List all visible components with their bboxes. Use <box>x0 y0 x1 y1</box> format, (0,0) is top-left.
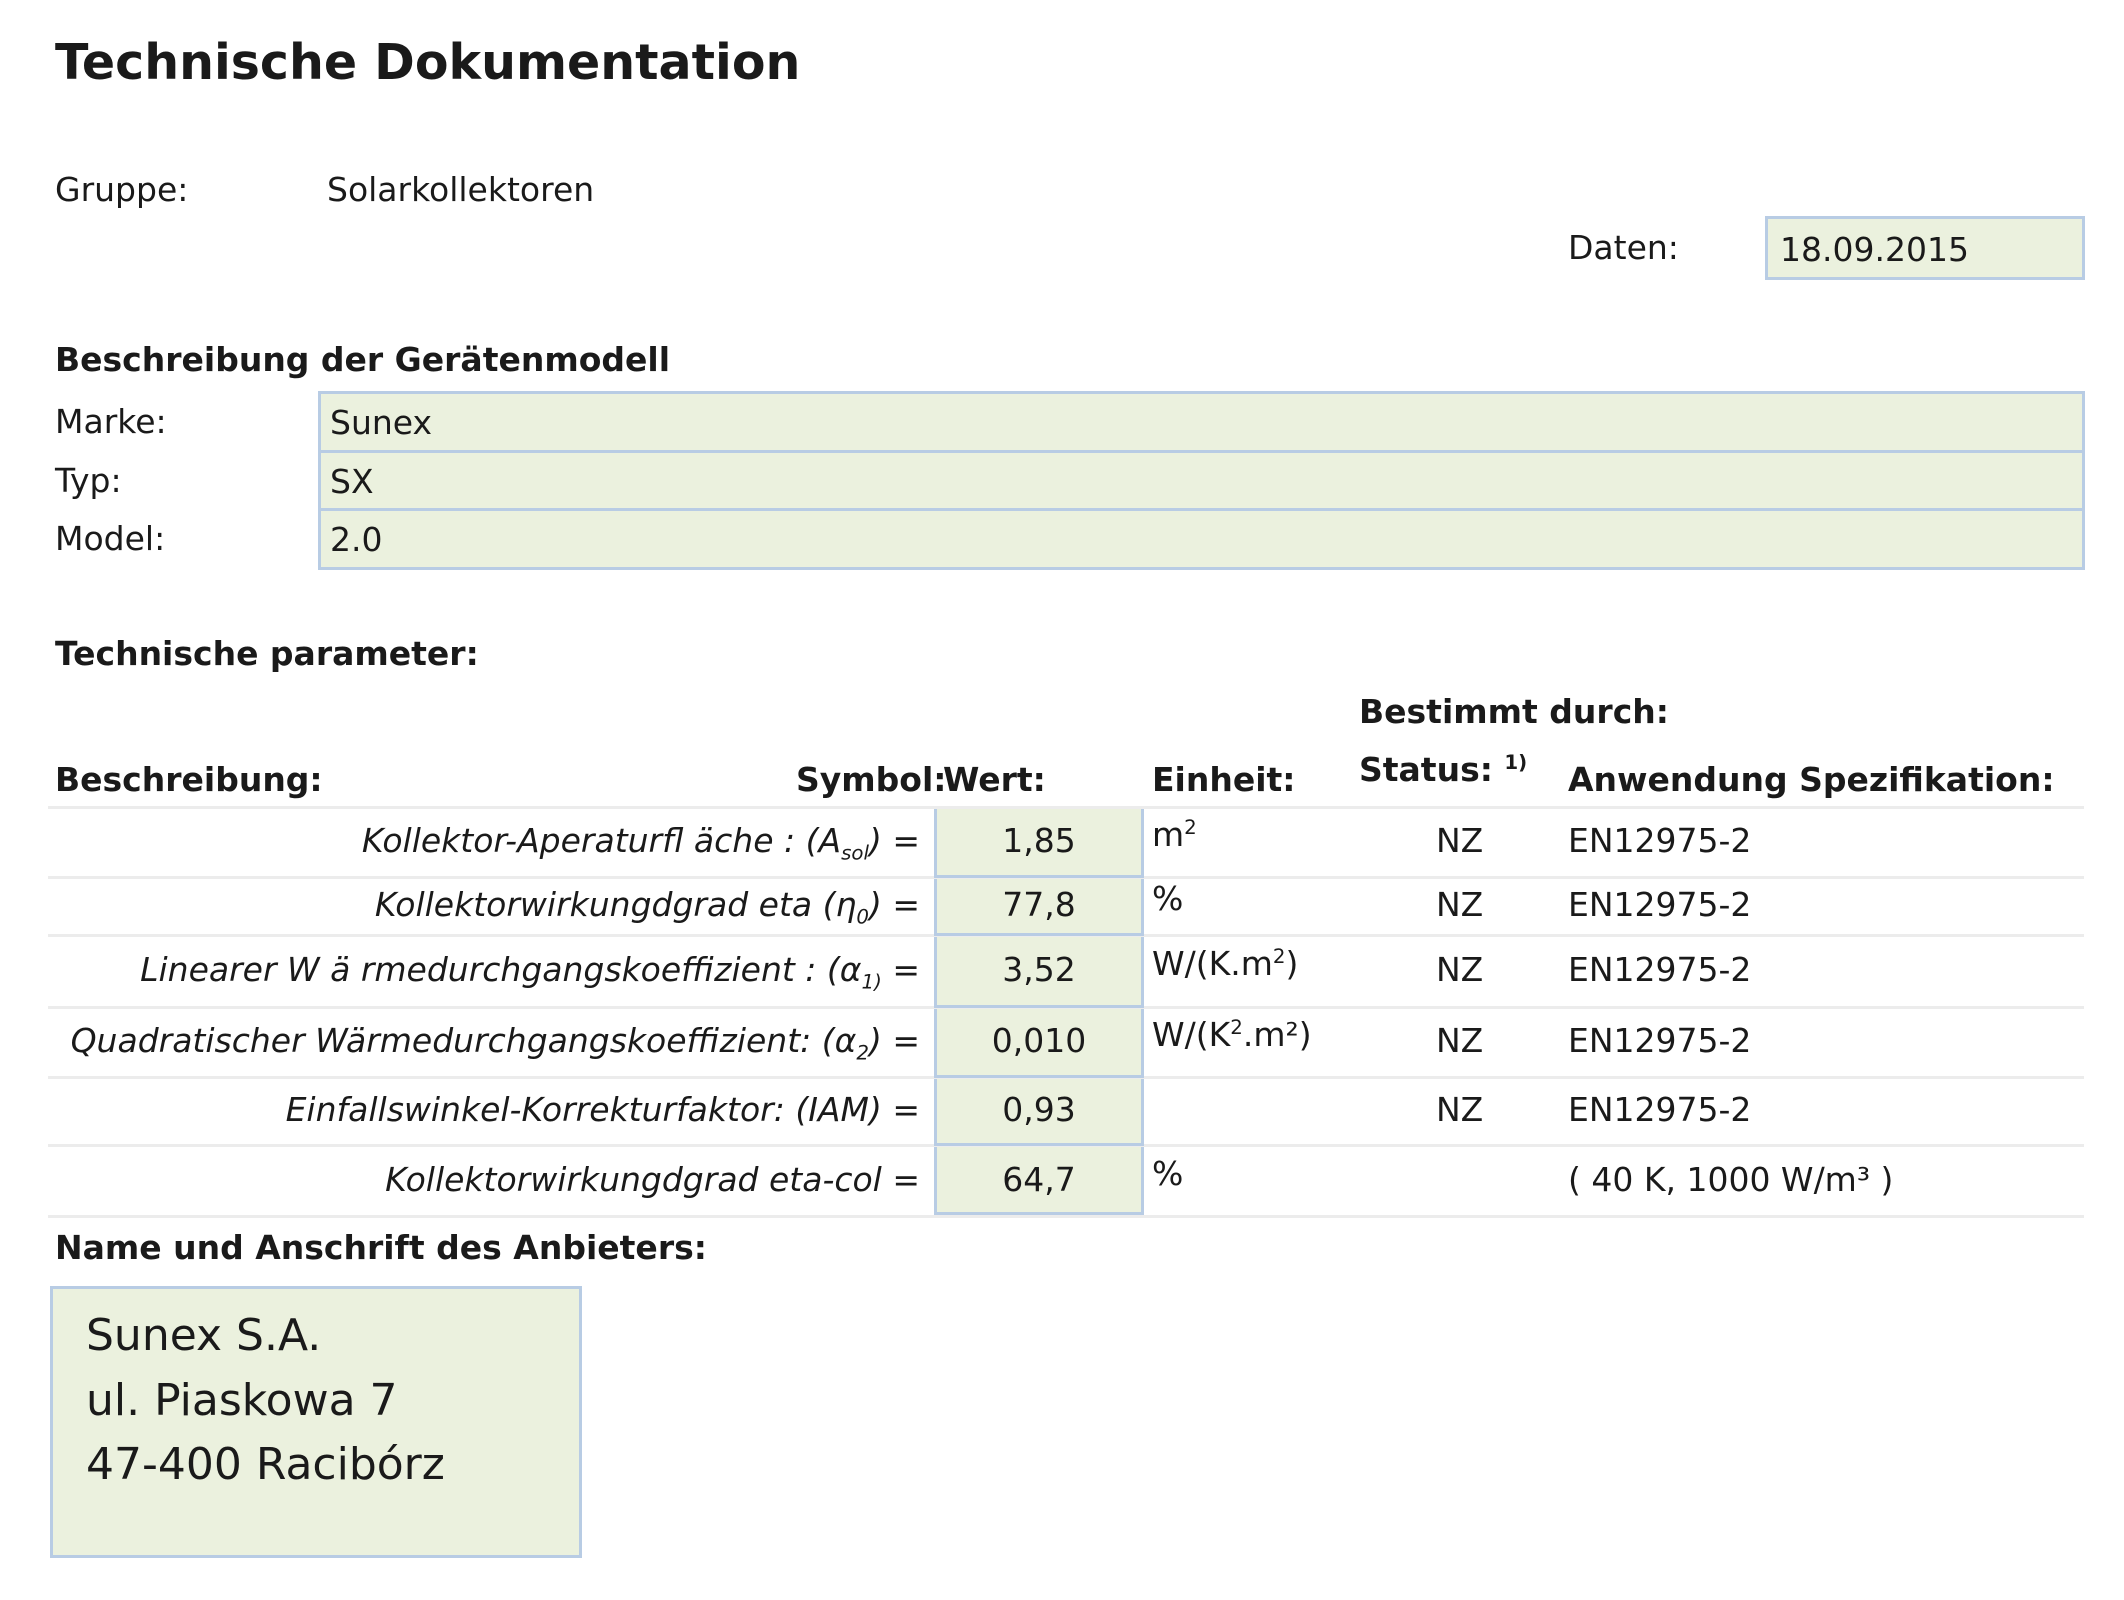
model-label: Model: <box>55 519 166 558</box>
param-value[interactable]: 0,010 <box>991 1021 1087 1060</box>
daten-field[interactable] <box>1765 216 2085 280</box>
params-heading: Technische parameter: <box>55 634 479 673</box>
param-spec: EN12975-2 <box>1568 821 1752 860</box>
col-spec: Anwendung Spezifikation: <box>1568 760 2055 799</box>
param-spec: ( 40 K, 1000 W/m³ ) <box>1568 1159 1894 1199</box>
col-wert: Wert: <box>943 760 1046 799</box>
row-divider <box>48 806 2084 809</box>
typ-field[interactable] <box>318 450 2085 512</box>
param-spec: EN12975-2 <box>1568 1090 1752 1129</box>
param-spec: EN12975-2 <box>1568 885 1752 924</box>
wert-column <box>934 806 1144 1215</box>
param-status: NZ <box>1436 821 1484 860</box>
param-status: NZ <box>1436 950 1484 989</box>
param-description <box>286 1090 920 1134</box>
col-status <box>1359 750 1527 789</box>
value-cell-divider <box>934 1075 1144 1078</box>
param-description <box>71 1021 920 1065</box>
param-value[interactable]: 3,52 <box>1002 950 1076 989</box>
param-description-text: Kollektorwirkungdgrad eta-col = <box>385 1159 920 1199</box>
param-symbol-subscript: sol <box>841 841 869 865</box>
param-unit <box>1152 879 1183 918</box>
marke-value: Sunex <box>330 403 433 442</box>
param-description-suffix: ) = <box>868 821 920 860</box>
supplier-heading: Name und Anschrift des Anbieters: <box>55 1228 707 1267</box>
supplier-city: 47-400 Racibórz <box>86 1439 445 1490</box>
value-cell-divider <box>934 1005 1144 1008</box>
param-description-text: Kollektorwirkungdgrad eta (η <box>374 885 857 924</box>
col-symbol: Symbol: <box>796 760 947 799</box>
model-section-heading: Beschreibung der Gerätenmodell <box>55 340 671 379</box>
gruppe-label: Gruppe: <box>55 170 189 209</box>
param-status: NZ <box>1436 885 1484 924</box>
param-unit-text: W/(K.m <box>1152 944 1273 983</box>
param-description-text: Linearer W ä rmedurchgangskoeffizient : (α <box>140 950 862 989</box>
param-unit <box>1152 944 1298 983</box>
param-unit-suffix: .m²) <box>1242 1015 1312 1054</box>
param-unit-text: % <box>1152 879 1184 918</box>
row-divider <box>48 1215 2084 1218</box>
value-cell-divider <box>934 875 1144 878</box>
param-status: NZ <box>1436 1090 1484 1129</box>
param-value[interactable]: 64,7 <box>1002 1159 1076 1199</box>
param-unit-text: m <box>1152 815 1185 854</box>
param-status: NZ <box>1436 1021 1484 1060</box>
value-cell-divider <box>934 933 1144 936</box>
param-description-text: Kollektor-Aperaturfl äche : (A <box>361 821 842 860</box>
param-symbol-subscript: 2 <box>856 1041 869 1065</box>
param-description-text: Quadratischer Wärmedurchgangskoeffizient: (α <box>70 1021 857 1060</box>
param-description <box>362 821 920 865</box>
param-unit-text: W/(K <box>1152 1015 1231 1054</box>
model-value: 2.0 <box>330 520 383 559</box>
param-description-suffix: = <box>881 950 920 989</box>
param-symbol-subscript: 0 <box>856 905 869 929</box>
param-description <box>140 950 920 994</box>
marke-label: Marke: <box>55 402 167 441</box>
param-unit-superscript: 2 <box>1272 945 1286 968</box>
daten-label: Daten: <box>1568 228 1679 267</box>
gruppe-value: Solarkollektoren <box>327 170 595 209</box>
param-unit-text: % <box>1152 1153 1184 1193</box>
page-title: Technische Dokumentation <box>55 34 801 91</box>
param-symbol-subscript: 1) <box>861 970 882 994</box>
param-unit-superscript: 2 <box>1230 1016 1243 1039</box>
typ-value: SX <box>330 462 374 501</box>
determined-by-label: Bestimmt durch: <box>1359 692 1669 731</box>
col-beschreibung: Beschreibung: <box>55 760 323 799</box>
marke-field[interactable] <box>318 391 2085 453</box>
value-cell-divider <box>934 1143 1144 1146</box>
param-value[interactable]: 0,93 <box>1002 1090 1076 1129</box>
supplier-name: Sunex S.A. <box>86 1310 322 1361</box>
daten-value: 18.09.2015 <box>1780 230 1969 269</box>
supplier-street: ul. Piaskowa 7 <box>86 1375 398 1426</box>
status-footnote: 1) <box>1504 751 1528 774</box>
param-description-text: Einfallswinkel-Korrekturfaktor: (IAM) = <box>285 1090 920 1129</box>
param-unit-superscript: 2 <box>1184 816 1197 839</box>
param-unit <box>1152 1015 1312 1054</box>
param-spec: EN12975-2 <box>1568 950 1752 989</box>
param-description <box>385 1160 920 1204</box>
col-einheit: Einheit: <box>1152 760 1296 799</box>
param-unit <box>1152 1154 1183 1193</box>
param-unit <box>1152 815 1197 854</box>
param-unit-suffix: ) <box>1285 944 1299 983</box>
param-description-suffix: ) = <box>868 1021 920 1060</box>
param-description-suffix: ) = <box>868 885 920 924</box>
typ-label: Typ: <box>55 461 122 500</box>
model-field[interactable] <box>318 508 2085 570</box>
param-value[interactable]: 1,85 <box>1002 821 1076 860</box>
param-description <box>375 885 920 929</box>
param-value[interactable]: 77,8 <box>1002 885 1076 924</box>
param-spec: EN12975-2 <box>1568 1021 1752 1060</box>
col-status-text: Status: <box>1359 750 1493 789</box>
